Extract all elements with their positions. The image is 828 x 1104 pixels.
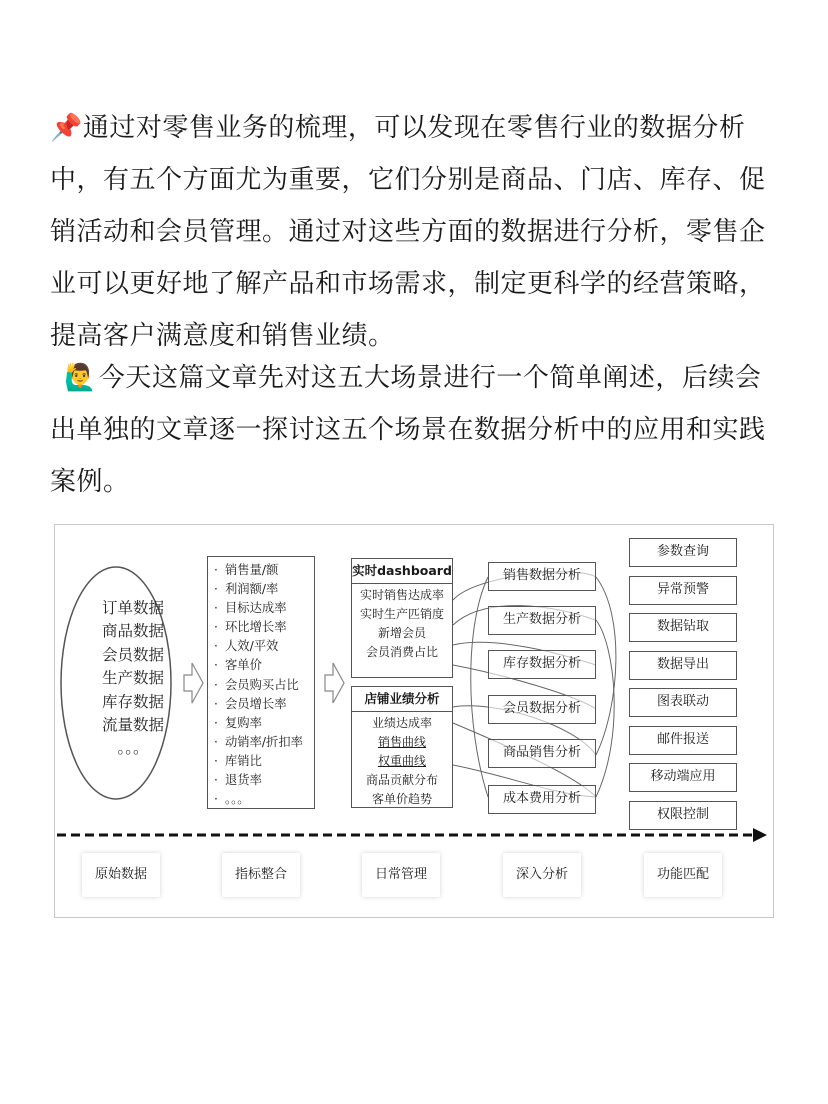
hollow-arrow-2 xyxy=(325,663,344,703)
stage-label: 深入分析 xyxy=(503,853,581,897)
analysis-box: 销售数据分析 xyxy=(488,562,596,591)
person-raising-hand-icon: 🙋‍♂️ xyxy=(64,363,97,393)
raw-data-item: 会员数据 xyxy=(101,645,164,664)
realtime-dashboard-item: 实时销售达成率 xyxy=(359,588,444,602)
metric-list xyxy=(207,556,315,809)
store-performance-title: 店铺业绩分析 xyxy=(352,687,452,712)
metric-item: · 客单价 xyxy=(214,656,314,675)
raw-data-item: 流量数据 xyxy=(101,716,164,735)
metric-item: · 目标达成率 xyxy=(214,599,314,618)
realtime-dashboard-item: 会员消费占比 xyxy=(365,645,438,659)
retail-analysis-diagram xyxy=(54,524,774,918)
store-performance-item: 客单价趋势 xyxy=(371,792,432,806)
store-performance-item: 销售曲线 xyxy=(377,735,426,749)
metric-item: · 退货率 xyxy=(214,771,314,790)
metric-item: · 人效/平效 xyxy=(214,637,314,656)
pushpin-icon: 📌 xyxy=(50,113,83,143)
realtime-dashboard-box xyxy=(351,558,453,678)
analysis-box: 成本费用分析 xyxy=(488,785,596,814)
realtime-dashboard-title: 实时dashboard xyxy=(352,559,452,584)
function-box: 移动端应用 xyxy=(629,763,737,792)
stage-label: 功能匹配 xyxy=(644,853,722,897)
store-performance-items xyxy=(352,712,452,809)
function-box: 图表联动 xyxy=(629,688,737,717)
raw-data-list xyxy=(73,597,193,761)
function-box: 权限控制 xyxy=(629,801,737,830)
raw-data-item: 。。。 xyxy=(117,739,149,758)
timeline-arrowhead xyxy=(753,828,767,842)
metric-item: · 会员购买占比 xyxy=(214,676,314,695)
intro-paragraph-2-text: 今天这篇文章先对这五大场景进行一个简单阐述，后续会出单独的文章逐一探讨这五个场景在数据分析中的应用和实践案例。 xyxy=(50,363,766,497)
raw-data-item: 商品数据 xyxy=(101,622,164,641)
function-box: 参数查询 xyxy=(629,538,737,567)
intro-paragraph-1-text: 通过对零售业务的梳理，可以发现在零售行业的数据分析中，有五个方面尤为重要，它们分别是商品、门店、库存、促销活动和会员管理。通过对这些方面的数据进行分析，零售企业可以更好地了解产品和市场需求，制定更科学的经营策略，提高客户满意度和销售业绩。 xyxy=(50,113,766,351)
function-box: 邮件报送 xyxy=(629,726,737,755)
intro-paragraph-1 xyxy=(50,102,780,362)
analysis-box: 生产数据分析 xyxy=(488,606,596,635)
metric-item: · 会员增长率 xyxy=(214,695,314,714)
store-performance-item: 权重曲线 xyxy=(377,754,426,768)
realtime-dashboard-item: 新增会员 xyxy=(377,626,426,640)
analysis-box: 库存数据分析 xyxy=(488,650,596,679)
raw-data-item: 库存数据 xyxy=(101,692,164,711)
metric-item: · 环比增长率 xyxy=(214,618,314,637)
function-box: 数据导出 xyxy=(629,651,737,680)
function-box: 数据钻取 xyxy=(629,613,737,642)
analysis-box: 商品销售分析 xyxy=(488,739,596,768)
analysis-box: 会员数据分析 xyxy=(488,695,596,724)
realtime-dashboard-item: 实时生产匹销度 xyxy=(359,607,444,621)
intro-paragraph-2 xyxy=(50,352,780,508)
metric-item: · 库销比 xyxy=(214,752,314,771)
store-performance-box xyxy=(351,686,453,808)
metric-item: · 销售量/额 xyxy=(214,561,314,580)
stage-label: 原始数据 xyxy=(82,853,160,897)
metric-item: · 复购率 xyxy=(214,714,314,733)
function-box: 异常预警 xyxy=(629,576,737,605)
raw-data-item: 订单数据 xyxy=(101,599,164,617)
metric-item: · 。。。 xyxy=(214,790,314,809)
metric-item: · 动销率/折扣率 xyxy=(214,733,314,752)
realtime-dashboard-items xyxy=(352,584,452,662)
store-performance-item: 商品贡献分布 xyxy=(365,773,438,787)
stage-label: 日常管理 xyxy=(362,853,440,897)
metric-item: · 利润额/率 xyxy=(214,580,314,599)
stage-label: 指标整合 xyxy=(222,853,300,897)
store-performance-item: 业绩达成率 xyxy=(371,716,432,730)
raw-data-item: 生产数据 xyxy=(101,669,164,688)
